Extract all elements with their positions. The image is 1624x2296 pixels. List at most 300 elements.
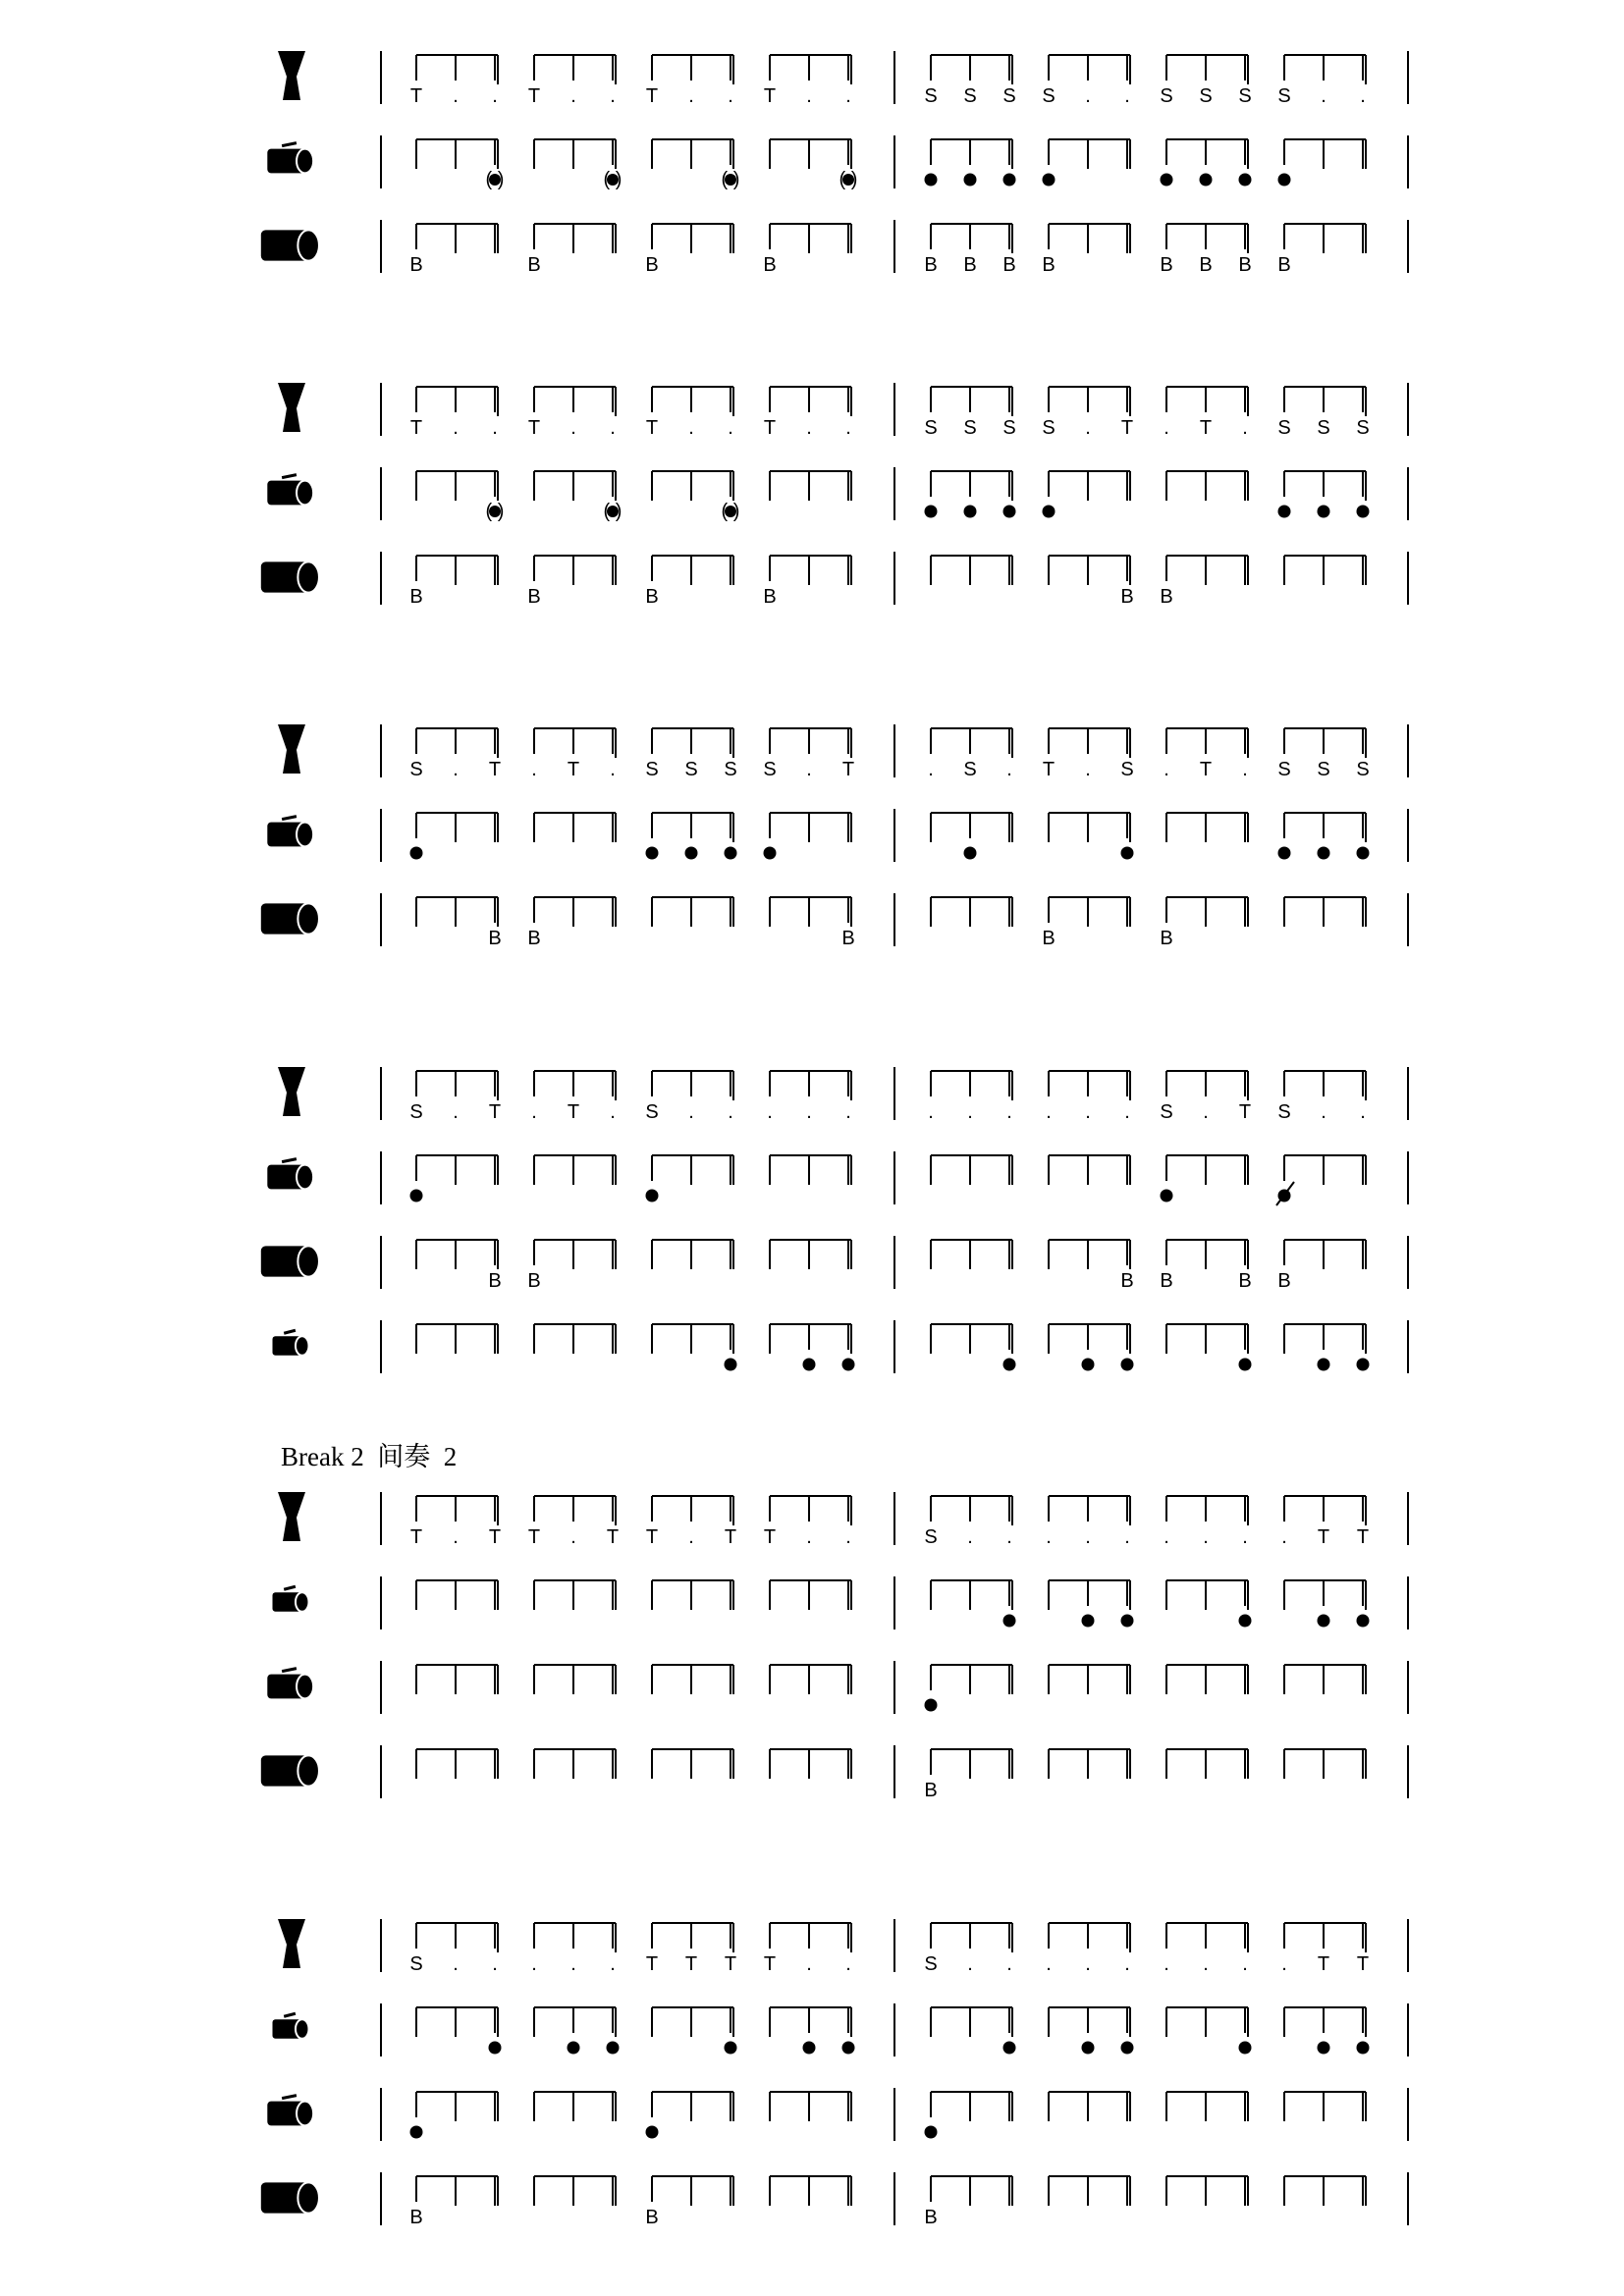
beat-group: [416, 1240, 502, 1292]
note: [845, 1953, 851, 1975]
track-sangban: [267, 809, 1408, 862]
note: [527, 928, 540, 949]
note: [610, 1953, 616, 1975]
svg-text:S: S: [1042, 417, 1056, 439]
svg-text:.: .: [1085, 1526, 1091, 1548]
beat-group: [1284, 1749, 1366, 1779]
note: [1278, 506, 1291, 518]
note: [1164, 417, 1169, 439]
beat-group: [410, 387, 498, 439]
note: [728, 417, 733, 439]
note: [722, 169, 740, 190]
beat-group: [925, 139, 1016, 187]
beat-group: [528, 55, 616, 107]
track-doundoun: [261, 1236, 1408, 1292]
beat-group: [416, 471, 504, 522]
note: [488, 928, 501, 949]
note: [1160, 85, 1172, 107]
note: [1124, 85, 1130, 107]
note: [1002, 254, 1015, 276]
svg-text:.: .: [1085, 85, 1091, 107]
beat-group: [1049, 813, 1134, 860]
beat-group: [931, 2007, 1016, 2055]
note: [646, 1526, 658, 1548]
beat-group: [770, 2176, 851, 2206]
svg-text:.: .: [1164, 417, 1169, 439]
rhythm-system-3: [261, 724, 1408, 949]
track-djembe: [278, 724, 1408, 780]
track-doundoun: [261, 1745, 1408, 1801]
svg-text:B: B: [841, 928, 855, 949]
note: [1124, 1953, 1130, 1975]
beat-group: [1164, 1923, 1248, 1975]
beat-group: [416, 897, 502, 949]
note: [1318, 1359, 1330, 1371]
note: [410, 1190, 423, 1202]
beat-group: [928, 728, 1012, 780]
kenkeni-icon: [273, 2013, 309, 2039]
note: [1318, 1526, 1329, 1548]
svg-text:.: .: [453, 759, 459, 780]
note: [967, 1953, 973, 1975]
svg-text:S: S: [1042, 85, 1056, 107]
svg-text:.: .: [1124, 1953, 1130, 1975]
note: [646, 847, 659, 860]
beat-group: [1043, 139, 1131, 187]
note: [684, 759, 697, 780]
note: [1357, 1615, 1370, 1628]
note: [685, 1953, 697, 1975]
beat-group: [1166, 813, 1248, 842]
svg-text:( ): ( ): [603, 169, 623, 190]
svg-text:.: .: [610, 1101, 616, 1123]
beat-group: [770, 1665, 851, 1694]
beat-group: [770, 1580, 851, 1610]
svg-text:B: B: [1002, 254, 1016, 276]
beat-group: [924, 1496, 1012, 1548]
note: [842, 759, 854, 780]
beat-group: [764, 1496, 851, 1548]
note: [492, 85, 498, 107]
note: [1121, 1615, 1134, 1628]
note: [963, 759, 976, 780]
svg-text:.: .: [1046, 1101, 1052, 1123]
beat-group: [409, 224, 498, 276]
svg-text:T: T: [763, 1953, 777, 1975]
svg-text:.: .: [570, 1953, 576, 1975]
svg-text:B: B: [1160, 586, 1173, 608]
note: [1082, 1615, 1095, 1628]
svg-text:.: .: [531, 1953, 537, 1975]
note: [568, 759, 579, 780]
note: [1321, 1101, 1326, 1123]
beat-group: [1160, 556, 1248, 608]
note: [1043, 506, 1056, 518]
note: [1277, 1270, 1290, 1292]
note: [1200, 759, 1212, 780]
djembe-icon: [278, 1919, 305, 1968]
svg-text:.: .: [610, 417, 616, 439]
beat-group: [1277, 224, 1366, 276]
svg-text:.: .: [453, 85, 459, 107]
beat-group: [416, 1749, 498, 1779]
note: [1003, 1359, 1016, 1371]
note: [806, 417, 812, 439]
note: [806, 1526, 812, 1548]
djembe-icon: [278, 51, 305, 100]
beat-group: [1166, 471, 1248, 501]
note: [1085, 85, 1091, 107]
note: [492, 417, 498, 439]
svg-text:.: .: [1242, 1526, 1248, 1548]
beat-group: [925, 471, 1016, 518]
note: [924, 2207, 937, 2228]
note: [1160, 1101, 1172, 1123]
track-djembe: [278, 1067, 1408, 1123]
note: [1277, 1101, 1290, 1123]
note: [1356, 759, 1369, 780]
svg-text:B: B: [924, 1780, 938, 1801]
note: [645, 759, 658, 780]
svg-text:.: .: [1321, 85, 1326, 107]
svg-text:T: T: [488, 1526, 502, 1548]
svg-text:B: B: [409, 254, 423, 276]
note: [1238, 1270, 1251, 1292]
beat-group: [770, 139, 857, 190]
svg-text:B: B: [1160, 928, 1173, 949]
beat-group: [1166, 2176, 1248, 2206]
beat-group: [410, 1496, 501, 1548]
note: [1317, 759, 1329, 780]
note: [925, 506, 938, 518]
note: [1085, 1526, 1091, 1548]
note: [1357, 847, 1370, 860]
svg-text:( ): ( ): [839, 169, 858, 190]
beat-group: [1281, 1923, 1369, 1975]
note: [645, 586, 658, 608]
beat-group: [1042, 897, 1130, 949]
svg-text:.: .: [453, 1101, 459, 1123]
note: [1046, 1526, 1052, 1548]
beat-group: [534, 813, 616, 842]
svg-text:S: S: [763, 759, 777, 780]
note: [1042, 254, 1055, 276]
svg-text:T: T: [645, 1526, 659, 1548]
note: [409, 759, 422, 780]
beat-group: [646, 2092, 734, 2139]
svg-text:T: T: [409, 85, 423, 107]
note: [410, 1526, 422, 1548]
note: [842, 2042, 855, 2055]
note: [688, 417, 694, 439]
note: [646, 1953, 658, 1975]
beat-group: [410, 813, 499, 860]
svg-text:.: .: [570, 85, 576, 107]
note: [1082, 1359, 1095, 1371]
note: [963, 417, 976, 439]
beat-group: [1049, 2092, 1130, 2121]
svg-text:T: T: [1356, 1526, 1370, 1548]
note: [764, 417, 776, 439]
beat-group: [1277, 55, 1366, 107]
note: [1277, 254, 1290, 276]
beat-group: [1166, 1324, 1252, 1371]
note: [531, 1953, 537, 1975]
beat-group: [770, 2092, 851, 2121]
note: [1203, 1526, 1209, 1548]
svg-text:B: B: [645, 2207, 659, 2228]
track-djembe: [278, 51, 1408, 107]
note: [1278, 174, 1291, 187]
svg-text:.: .: [728, 417, 733, 439]
svg-text:.: .: [845, 1101, 851, 1123]
svg-text:S: S: [924, 417, 938, 439]
svg-text:.: .: [1046, 1526, 1052, 1548]
note: [964, 847, 977, 860]
doundoun-icon: [261, 2182, 319, 2213]
djembe-icon: [278, 1492, 305, 1541]
svg-text:.: .: [1360, 85, 1366, 107]
svg-text:.: .: [845, 1526, 851, 1548]
note: [1242, 417, 1248, 439]
note: [488, 1270, 501, 1292]
svg-text:B: B: [1277, 254, 1291, 276]
note: [1085, 417, 1091, 439]
note: [528, 417, 540, 439]
svg-text:.: .: [1203, 1101, 1209, 1123]
note: [645, 1101, 658, 1123]
svg-text:.: .: [967, 1953, 973, 1975]
svg-text:B: B: [1042, 928, 1056, 949]
note: [1203, 1953, 1209, 1975]
note: [1199, 254, 1212, 276]
beat-group: [645, 728, 736, 780]
note: [645, 2207, 658, 2228]
note: [925, 2126, 938, 2139]
note: [489, 1526, 501, 1548]
beat-group: [409, 1071, 501, 1123]
note: [1124, 1101, 1130, 1123]
note: [1200, 174, 1213, 187]
svg-text:.: .: [1006, 759, 1012, 780]
rhythm-system-5: [261, 1492, 1408, 1801]
note: [924, 1526, 937, 1548]
svg-text:S: S: [409, 759, 423, 780]
beat-group: [410, 55, 498, 107]
svg-text:.: .: [845, 417, 851, 439]
svg-text:.: .: [610, 85, 616, 107]
svg-text:B: B: [763, 586, 777, 608]
note: [409, 1953, 422, 1975]
note: [527, 1270, 540, 1292]
note: [1120, 586, 1133, 608]
beat-group: [646, 55, 733, 107]
track-doundoun: [261, 2172, 1408, 2228]
svg-text:.: .: [767, 1101, 773, 1123]
track-djembe: [278, 1919, 1408, 1975]
note: [964, 174, 977, 187]
note: [1046, 1101, 1052, 1123]
svg-text:T: T: [645, 1953, 659, 1975]
note: [924, 85, 937, 107]
svg-text:.: .: [492, 85, 498, 107]
note: [1006, 759, 1012, 780]
svg-text:.: .: [806, 85, 812, 107]
beat-group: [764, 1923, 851, 1975]
beat-group: [534, 2176, 616, 2206]
svg-text:.: .: [1242, 759, 1248, 780]
note: [1085, 1101, 1091, 1123]
svg-text:B: B: [527, 586, 541, 608]
svg-text:B: B: [1238, 1270, 1252, 1292]
note: [1043, 759, 1055, 780]
beat-group: [531, 1923, 616, 1975]
svg-text:S: S: [1277, 85, 1291, 107]
beat-group: [931, 1240, 1012, 1269]
note: [803, 2042, 816, 2055]
beat-group: [1278, 813, 1370, 860]
track-kenkeni: [273, 2003, 1409, 2056]
beat-group: [928, 1071, 1012, 1123]
note: [1161, 1190, 1173, 1202]
note: [1277, 85, 1290, 107]
svg-text:( ): ( ): [485, 169, 505, 190]
beat-group: [770, 897, 855, 949]
note: [685, 847, 698, 860]
beat-group: [763, 728, 854, 780]
beat-group: [1284, 2176, 1366, 2206]
note: [1121, 847, 1134, 860]
note: [806, 1953, 812, 1975]
track-kenkeni: [273, 1320, 1409, 1373]
note: [841, 928, 854, 949]
svg-text:S: S: [724, 759, 737, 780]
note: [764, 847, 777, 860]
beat-group: [1049, 1240, 1134, 1292]
beat-group: [409, 2176, 498, 2228]
note: [1042, 85, 1055, 107]
note: [1318, 1953, 1329, 1975]
note: [967, 1526, 973, 1548]
note: [1238, 254, 1251, 276]
note: [1318, 2042, 1330, 2055]
beat-group: [770, 1240, 851, 1269]
svg-text:.: .: [1281, 1526, 1287, 1548]
note: [1317, 417, 1329, 439]
beat-group: [931, 556, 1012, 585]
beat-group: [1164, 387, 1248, 439]
doundoun-icon: [261, 1246, 319, 1276]
svg-text:S: S: [1277, 1101, 1291, 1123]
note: [722, 501, 740, 522]
svg-text:S: S: [924, 1526, 938, 1548]
svg-text:.: .: [1124, 1526, 1130, 1548]
beat-group: [1277, 1071, 1366, 1123]
beat-group: [770, 1324, 855, 1371]
svg-text:S: S: [1277, 417, 1291, 439]
note: [845, 85, 851, 107]
sangban-icon: [267, 143, 313, 174]
note: [1276, 1182, 1294, 1205]
beat-group: [770, 2007, 855, 2055]
beat-group: [527, 556, 616, 608]
svg-text:.: .: [1006, 1526, 1012, 1548]
beat-group: [770, 471, 851, 501]
beat-group: [1046, 1496, 1130, 1548]
svg-text:T: T: [409, 417, 423, 439]
beat-group: [652, 471, 739, 522]
beat-group: [1043, 471, 1131, 518]
svg-text:B: B: [409, 586, 423, 608]
svg-text:T: T: [409, 1526, 423, 1548]
doundoun-icon: [261, 230, 319, 260]
beat-group: [409, 728, 501, 780]
svg-text:B: B: [1120, 1270, 1134, 1292]
svg-text:T: T: [841, 759, 855, 780]
note: [845, 1526, 851, 1548]
rhythm-system-4: [261, 1067, 1408, 1373]
note: [1085, 759, 1091, 780]
beat-group: [410, 2092, 499, 2139]
beat-group: [1284, 2092, 1366, 2121]
note: [1357, 1526, 1369, 1548]
note: [763, 586, 776, 608]
beat-group: [1049, 1580, 1134, 1628]
svg-text:.: .: [806, 1526, 812, 1548]
svg-text:T: T: [684, 1953, 698, 1975]
note: [1160, 586, 1172, 608]
beat-group: [925, 1665, 1013, 1712]
note: [528, 85, 540, 107]
beat-group: [763, 224, 851, 276]
note: [410, 85, 422, 107]
svg-text:.: .: [1281, 1953, 1287, 1975]
svg-text:.: .: [1203, 1526, 1209, 1548]
note: [806, 1101, 812, 1123]
note: [1360, 85, 1366, 107]
svg-text:.: .: [728, 1101, 733, 1123]
note: [725, 1953, 736, 1975]
note: [1043, 174, 1056, 187]
svg-text:.: .: [610, 759, 616, 780]
svg-text:.: .: [531, 759, 537, 780]
track-sangban: [267, 1661, 1408, 1714]
beat-group: [1277, 387, 1369, 439]
beat-group: [531, 728, 616, 780]
djembe-icon: [278, 383, 305, 432]
beat-group: [924, 1923, 1012, 1975]
svg-text:.: .: [1242, 417, 1248, 439]
svg-text:B: B: [963, 254, 977, 276]
doundoun-icon: [261, 561, 319, 592]
note: [531, 759, 537, 780]
note: [928, 759, 934, 780]
note: [570, 1526, 576, 1548]
beat-group: [924, 387, 1015, 439]
beat-group: [931, 1580, 1016, 1628]
beat-group: [924, 2176, 1012, 2228]
svg-text:.: .: [531, 1101, 537, 1123]
beat-group: [1042, 55, 1130, 107]
svg-text:S: S: [1356, 417, 1370, 439]
beat-group: [416, 1665, 498, 1694]
beat-group: [770, 1749, 851, 1779]
note: [1357, 1953, 1369, 1975]
svg-text:B: B: [1199, 254, 1213, 276]
svg-text:.: .: [1124, 85, 1130, 107]
note: [409, 1101, 422, 1123]
beat-group: [534, 2007, 620, 2055]
